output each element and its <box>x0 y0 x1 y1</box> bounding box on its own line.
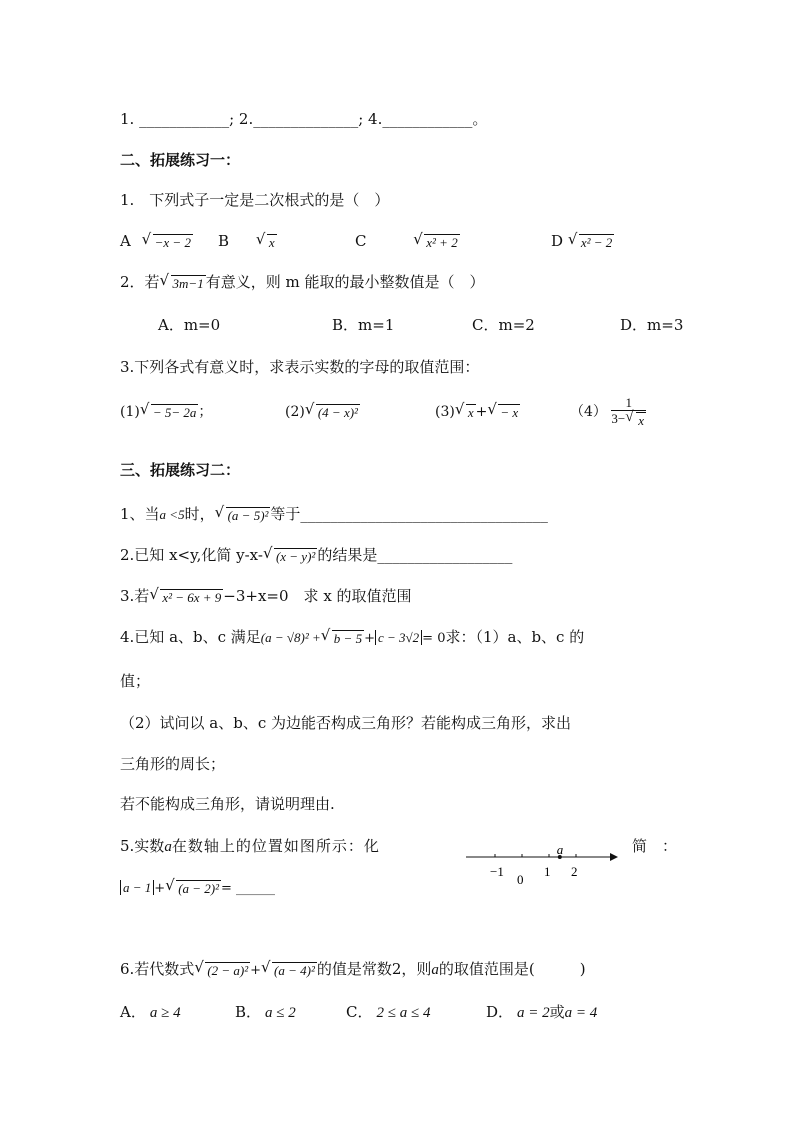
s2-q3-p2-radical: √ (4 − x)² <box>305 404 360 420</box>
number-line-arrow <box>610 853 618 861</box>
s2-q2-suffix: 有意义，则 m 能取的最小整数值是（ ） <box>205 273 485 291</box>
s3-q4-eq: = 0 <box>422 631 446 646</box>
s2-q1-opt-b <box>218 234 277 250</box>
s3-q1 <box>120 507 548 523</box>
s2-q3-p3-plus: + <box>475 404 488 420</box>
section-3-heading: 三、拓展练习二： <box>120 461 241 479</box>
s3-q5-abs: a − 1 <box>120 880 154 895</box>
s3-q6-option-b <box>235 1005 296 1021</box>
s3-q6-opt-c-label: C． <box>346 1003 373 1021</box>
s3-q1-radical: √ (a − 5)² <box>215 507 271 523</box>
s2-q1-opt-d-radical: √ x² − 2 <box>568 234 614 250</box>
s3-q5-mid: 在数轴上的位置如图所示：化 <box>171 837 380 855</box>
s3-q6-opt-d-expr1: a = 2 <box>517 1005 550 1021</box>
s3-q2-suffix: 的结果是__________________ <box>317 546 513 564</box>
s3-q2-radical: √ (x − y)² <box>263 548 317 564</box>
s3-q4-plus: + <box>364 631 375 646</box>
s2-q3-p3-radical-1: √ x <box>455 404 476 420</box>
number-line-tick-label: 0 <box>517 872 524 887</box>
number-line-tick-label: −1 <box>490 864 504 879</box>
s3-q4-line2: 值； <box>120 672 151 690</box>
s3-q5-var: a <box>164 839 172 855</box>
s2-q2-option-d: D．m=3 <box>620 316 684 334</box>
s3-q2-prefix: 2.已知 x<y,化简 y-x- <box>120 546 263 564</box>
s2-q1-opt-c-label: C <box>355 232 367 250</box>
s3-q6-opt-b-expr: a ≤ 2 <box>265 1005 296 1021</box>
s2-q3-p1-suffix: ； <box>198 404 213 420</box>
s3-q4-line4: 三角形的周长； <box>120 755 226 773</box>
s2-q3-p4-numerator: 1 <box>611 396 646 411</box>
s2-q2-option-b: B．m=1 <box>332 316 395 334</box>
s2-q1-opt-c <box>355 234 460 250</box>
s3-q3-prefix: 3.若 <box>120 587 150 605</box>
s2-q3-p4-fraction <box>611 396 646 428</box>
s3-q4-expr1: (a − √8)² + <box>260 630 321 645</box>
s3-q4-line1 <box>120 630 584 646</box>
s3-q6-opt-a-label: A． <box>120 1003 146 1021</box>
s3-q6-opt-d-or: 或 <box>549 1003 565 1021</box>
s2-q3-p2-label: (2) <box>285 404 305 420</box>
s2-q1-opt-b-label: B <box>218 232 230 250</box>
s3-q4-radical: √ b − 5 <box>321 630 364 646</box>
s3-q1-condition: a <5 <box>159 507 185 522</box>
s3-q6-radical-2: √ (a − 4)² <box>261 962 317 978</box>
s3-q6-option-c <box>346 1005 430 1021</box>
s3-q6-stem <box>120 962 586 978</box>
s3-q5-suffix: 简 ： <box>632 837 678 855</box>
s3-q2 <box>120 548 512 564</box>
s2-q2-option-c: C．m=2 <box>472 316 535 334</box>
s3-q4-prefix: 4.已知 a、b、c 满足 <box>120 628 261 646</box>
s3-q5-eq: = ______ <box>221 881 276 896</box>
s3-q5-plus: + <box>154 881 166 896</box>
s2-q3-part2 <box>285 404 360 420</box>
s3-q6-opt-d-expr2: a = 4 <box>564 1005 598 1021</box>
s2-q1-opt-a-radical: √ −x − 2 <box>142 234 193 250</box>
s2-q3-p1-radical: √ − 5− 2a <box>140 404 199 420</box>
s2-q2-stem <box>120 275 484 291</box>
s3-q5-prefix: 5.实数 <box>120 837 165 855</box>
s3-q4-line3: （2）试问以 a、b、c 为边能否构成三角形？若能构成三角形，求出 <box>120 714 572 732</box>
s3-q6-opt-a-expr: a ≥ 4 <box>149 1005 181 1021</box>
s3-q3-radical: √ x² − 6x + 9 <box>149 589 223 605</box>
s2-q3-p1-label: (1) <box>120 404 140 420</box>
number-line-tick-label: 1 <box>544 864 551 879</box>
s3-q1-prefix: 1、当 <box>120 505 160 523</box>
s2-q1-opt-b-radical: √ x <box>256 234 277 250</box>
s3-q1-mid: 时， <box>184 505 215 523</box>
s3-q3 <box>120 589 412 605</box>
s3-q6-plus: + <box>250 963 262 978</box>
number-line-figure <box>462 843 622 889</box>
s2-q3-part1 <box>120 404 212 420</box>
s2-q3-p3-radical-2: √ − x <box>487 404 520 420</box>
s2-q3-stem: 3.下列各式有意义时，求表示实数的字母的取值范围： <box>120 358 480 376</box>
s3-q1-suffix: 等于_________________________________ <box>270 505 548 523</box>
s3-q5-line1 <box>120 839 380 855</box>
s3-q4-suffix: 求：（1）a、b、c 的 <box>445 628 585 646</box>
answer-blanks-line: 1. ____________; 2.______________; 4.____________。 <box>120 110 488 128</box>
s3-q4-abs: c − 3√2 <box>375 630 422 645</box>
s2-q1-options <box>120 234 193 250</box>
s3-q6-radical-1: √ (2 − a)² <box>194 962 250 978</box>
s2-q1-opt-d <box>551 234 614 250</box>
s3-q6-option-a <box>120 1005 181 1021</box>
s2-q3-p4-label: （4） <box>570 404 607 421</box>
s2-q1-opt-c-radical: √ x² + 2 <box>413 234 459 250</box>
s3-q6-opt-b-label: B． <box>235 1003 262 1021</box>
s3-q6-opt-d-label: D． <box>486 1003 514 1021</box>
s3-q5-line2 <box>120 880 275 896</box>
s2-q2-option-a: A．m=0 <box>158 316 221 334</box>
s2-q1-opt-a-label: A <box>120 232 131 250</box>
s2-q3-p4-denominator: 3−√ x <box>611 411 646 428</box>
s3-q6-suffix: 的取值范围是( ) <box>438 960 586 978</box>
s3-q6-opt-c-expr: 2 ≤ a ≤ 4 <box>376 1005 431 1021</box>
s2-q3-p4-den-radical: √ x <box>625 412 646 428</box>
s2-q1-opt-d-label: D <box>551 232 564 250</box>
s2-q2-prefix: 2．若 <box>120 273 160 291</box>
s2-q2-radical: √ 3m−1 <box>160 275 206 291</box>
s2-q3-part4 <box>570 396 646 428</box>
number-line-tick-label: 2 <box>571 864 578 879</box>
s2-q3-part3 <box>435 404 520 420</box>
s2-q1-stem: 1. 下列式子一定是二次根式的是（ ） <box>120 191 390 209</box>
number-line-point-label: a <box>556 843 564 857</box>
section-2-heading: 二、拓展练习一： <box>120 151 241 169</box>
s3-q6-prefix: 6.若代数式 <box>120 960 195 978</box>
s3-q6-mid: 的值是常数2，则 <box>316 960 432 978</box>
s3-q6-option-d <box>486 1005 597 1021</box>
s3-q5-radical: √ (a − 2)² <box>165 880 221 896</box>
s3-q6-var: a <box>431 962 439 978</box>
s3-q4-line5: 若不能构成三角形，请说明理由. <box>120 795 335 813</box>
s3-q3-suffix: −3+x=0 求 x 的取值范围 <box>223 587 412 605</box>
s2-q3-p3-label: (3) <box>435 404 455 420</box>
